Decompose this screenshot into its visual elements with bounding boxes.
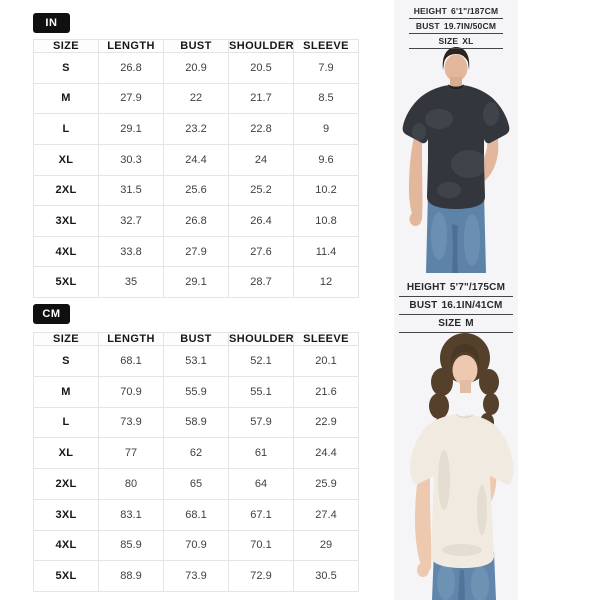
sleeve-cell: 8.5 [294,83,359,114]
height-label: HEIGHT [413,6,448,16]
unit-badge-in: IN [33,13,70,33]
column-header-length: LENGTH [99,333,164,346]
table-row-l [34,114,359,145]
table-row-l [34,407,359,438]
model-card-female [394,273,518,600]
length-cell: 88.9 [99,561,164,592]
bust-cell: 27.9 [164,236,229,267]
bust-cell: 22 [164,83,229,114]
header-row [34,333,359,346]
sleeve-cell: 22.9 [294,407,359,438]
bust-label: BUST [415,21,440,31]
size-cell: 2XL [34,469,99,500]
sleeve-cell: 12 [294,267,359,298]
column-header-bust: BUST [164,40,229,53]
shoulder-cell: 27.6 [229,236,294,267]
model-size-line [399,315,513,333]
bust-cell: 68.1 [164,499,229,530]
shoulder-cell: 52.1 [229,346,294,377]
table-row-m [34,83,359,114]
length-cell: 80 [99,469,164,500]
column-header-sleeve: SLEEVE [294,333,359,346]
bust-cell: 65 [164,469,229,500]
bust-cell: 24.4 [164,144,229,175]
model-card-male [394,0,518,273]
sleeve-cell: 27.4 [294,499,359,530]
length-cell: 31.5 [99,175,164,206]
column-header-length: LENGTH [99,40,164,53]
height-value: 5'7"/175CM [449,282,506,293]
table-row-s [34,53,359,84]
sleeve-cell: 11.4 [294,236,359,267]
size-cell: 4XL [34,236,99,267]
column-header-size: SIZE [34,40,99,53]
shoulder-cell: 61 [229,438,294,469]
model-height-line [409,4,503,19]
table-row-s [34,346,359,377]
column-header-size: SIZE [34,333,99,346]
bust-cell: 20.9 [164,53,229,84]
model-info-male [394,0,518,49]
column-header-bust: BUST [164,333,229,346]
size-cell: M [34,83,99,114]
sleeve-cell: 24.4 [294,438,359,469]
shoulder-cell: 22.8 [229,114,294,145]
bust-cell: 25.6 [164,175,229,206]
size-cell: 5XL [34,561,99,592]
size-cell: S [34,53,99,84]
size-cell: 5XL [34,267,99,298]
table-header [34,333,359,346]
size-cell: XL [34,144,99,175]
length-cell: 30.3 [99,144,164,175]
bust-cell: 70.9 [164,530,229,561]
sleeve-cell: 25.9 [294,469,359,500]
sleeve-cell: 9 [294,114,359,145]
table-row-5xl [34,561,359,592]
table-row-m [34,376,359,407]
size-cell: L [34,407,99,438]
size-value: M [465,318,474,329]
length-cell: 35 [99,267,164,298]
table-row-5xl [34,267,359,298]
height-label: HEIGHT [406,282,446,293]
shoulder-cell: 55.1 [229,376,294,407]
bust-cell: 29.1 [164,267,229,298]
sleeve-cell: 10.2 [294,175,359,206]
unit-badge-cm: CM [33,304,70,324]
shoulder-cell: 72.9 [229,561,294,592]
length-cell: 73.9 [99,407,164,438]
size-cell: 4XL [34,530,99,561]
model-bust-line [409,19,503,34]
length-cell: 26.8 [99,53,164,84]
size-cell: M [34,376,99,407]
model-bust-line [399,297,513,315]
bust-label: BUST [409,300,438,311]
table-row-2xl [34,175,359,206]
bust-cell: 55.9 [164,376,229,407]
bust-cell: 73.9 [164,561,229,592]
model-height-line [399,279,513,297]
height-value: 6'1"/187CM [451,6,499,16]
table-row-4xl [34,530,359,561]
length-cell: 33.8 [99,236,164,267]
shoulder-cell: 28.7 [229,267,294,298]
sleeve-cell: 20.1 [294,346,359,377]
female-model-photo [394,330,518,600]
size-cell: 3XL [34,206,99,237]
table-header [34,40,359,53]
bust-cell: 62 [164,438,229,469]
table-row-2xl [34,469,359,500]
size-cell: L [34,114,99,145]
shoulder-cell: 70.1 [229,530,294,561]
shoulder-cell: 67.1 [229,499,294,530]
size-value: XL [462,36,474,46]
column-header-shoulder: SHOULDER [229,40,294,52]
length-cell: 77 [99,438,164,469]
size-label: SIZE [438,36,459,46]
bust-cell: 58.9 [164,407,229,438]
sleeve-cell: 10.8 [294,206,359,237]
male-model-photo [394,44,518,273]
shoulder-cell: 57.9 [229,407,294,438]
size-cell: 2XL [34,175,99,206]
length-cell: 85.9 [99,530,164,561]
size-cell: XL [34,438,99,469]
size-cell: S [34,346,99,377]
shoulder-cell: 24 [229,144,294,175]
model-info-female [394,273,518,333]
model-size-line [409,34,503,49]
table-row-xl [34,144,359,175]
header-row [34,40,359,53]
length-cell: 70.9 [99,376,164,407]
table-row-3xl [34,499,359,530]
sleeve-cell: 7.9 [294,53,359,84]
length-cell: 68.1 [99,346,164,377]
shoulder-cell: 25.2 [229,175,294,206]
size-table-inches [33,39,359,298]
shoulder-cell: 26.4 [229,206,294,237]
length-cell: 29.1 [99,114,164,145]
table-row-3xl [34,206,359,237]
bust-value: 19.7IN/50CM [443,21,497,31]
sleeve-cell: 29 [294,530,359,561]
bust-value: 16.1IN/41CM [441,300,503,311]
bust-cell: 53.1 [164,346,229,377]
shoulder-cell: 20.5 [229,53,294,84]
column-header-sleeve: SLEEVE [294,40,359,53]
size-cell: 3XL [34,499,99,530]
bust-cell: 26.8 [164,206,229,237]
bust-cell: 23.2 [164,114,229,145]
sleeve-cell: 21.6 [294,376,359,407]
table-row-xl [34,438,359,469]
table-row-4xl [34,236,359,267]
sleeve-cell: 30.5 [294,561,359,592]
length-cell: 83.1 [99,499,164,530]
length-cell: 32.7 [99,206,164,237]
sleeve-cell: 9.6 [294,144,359,175]
size-table-centimeters [33,332,359,592]
length-cell: 27.9 [99,83,164,114]
shoulder-cell: 64 [229,469,294,500]
shoulder-cell: 21.7 [229,83,294,114]
column-header-shoulder: SHOULDER [229,333,294,345]
size-label: SIZE [438,318,462,329]
